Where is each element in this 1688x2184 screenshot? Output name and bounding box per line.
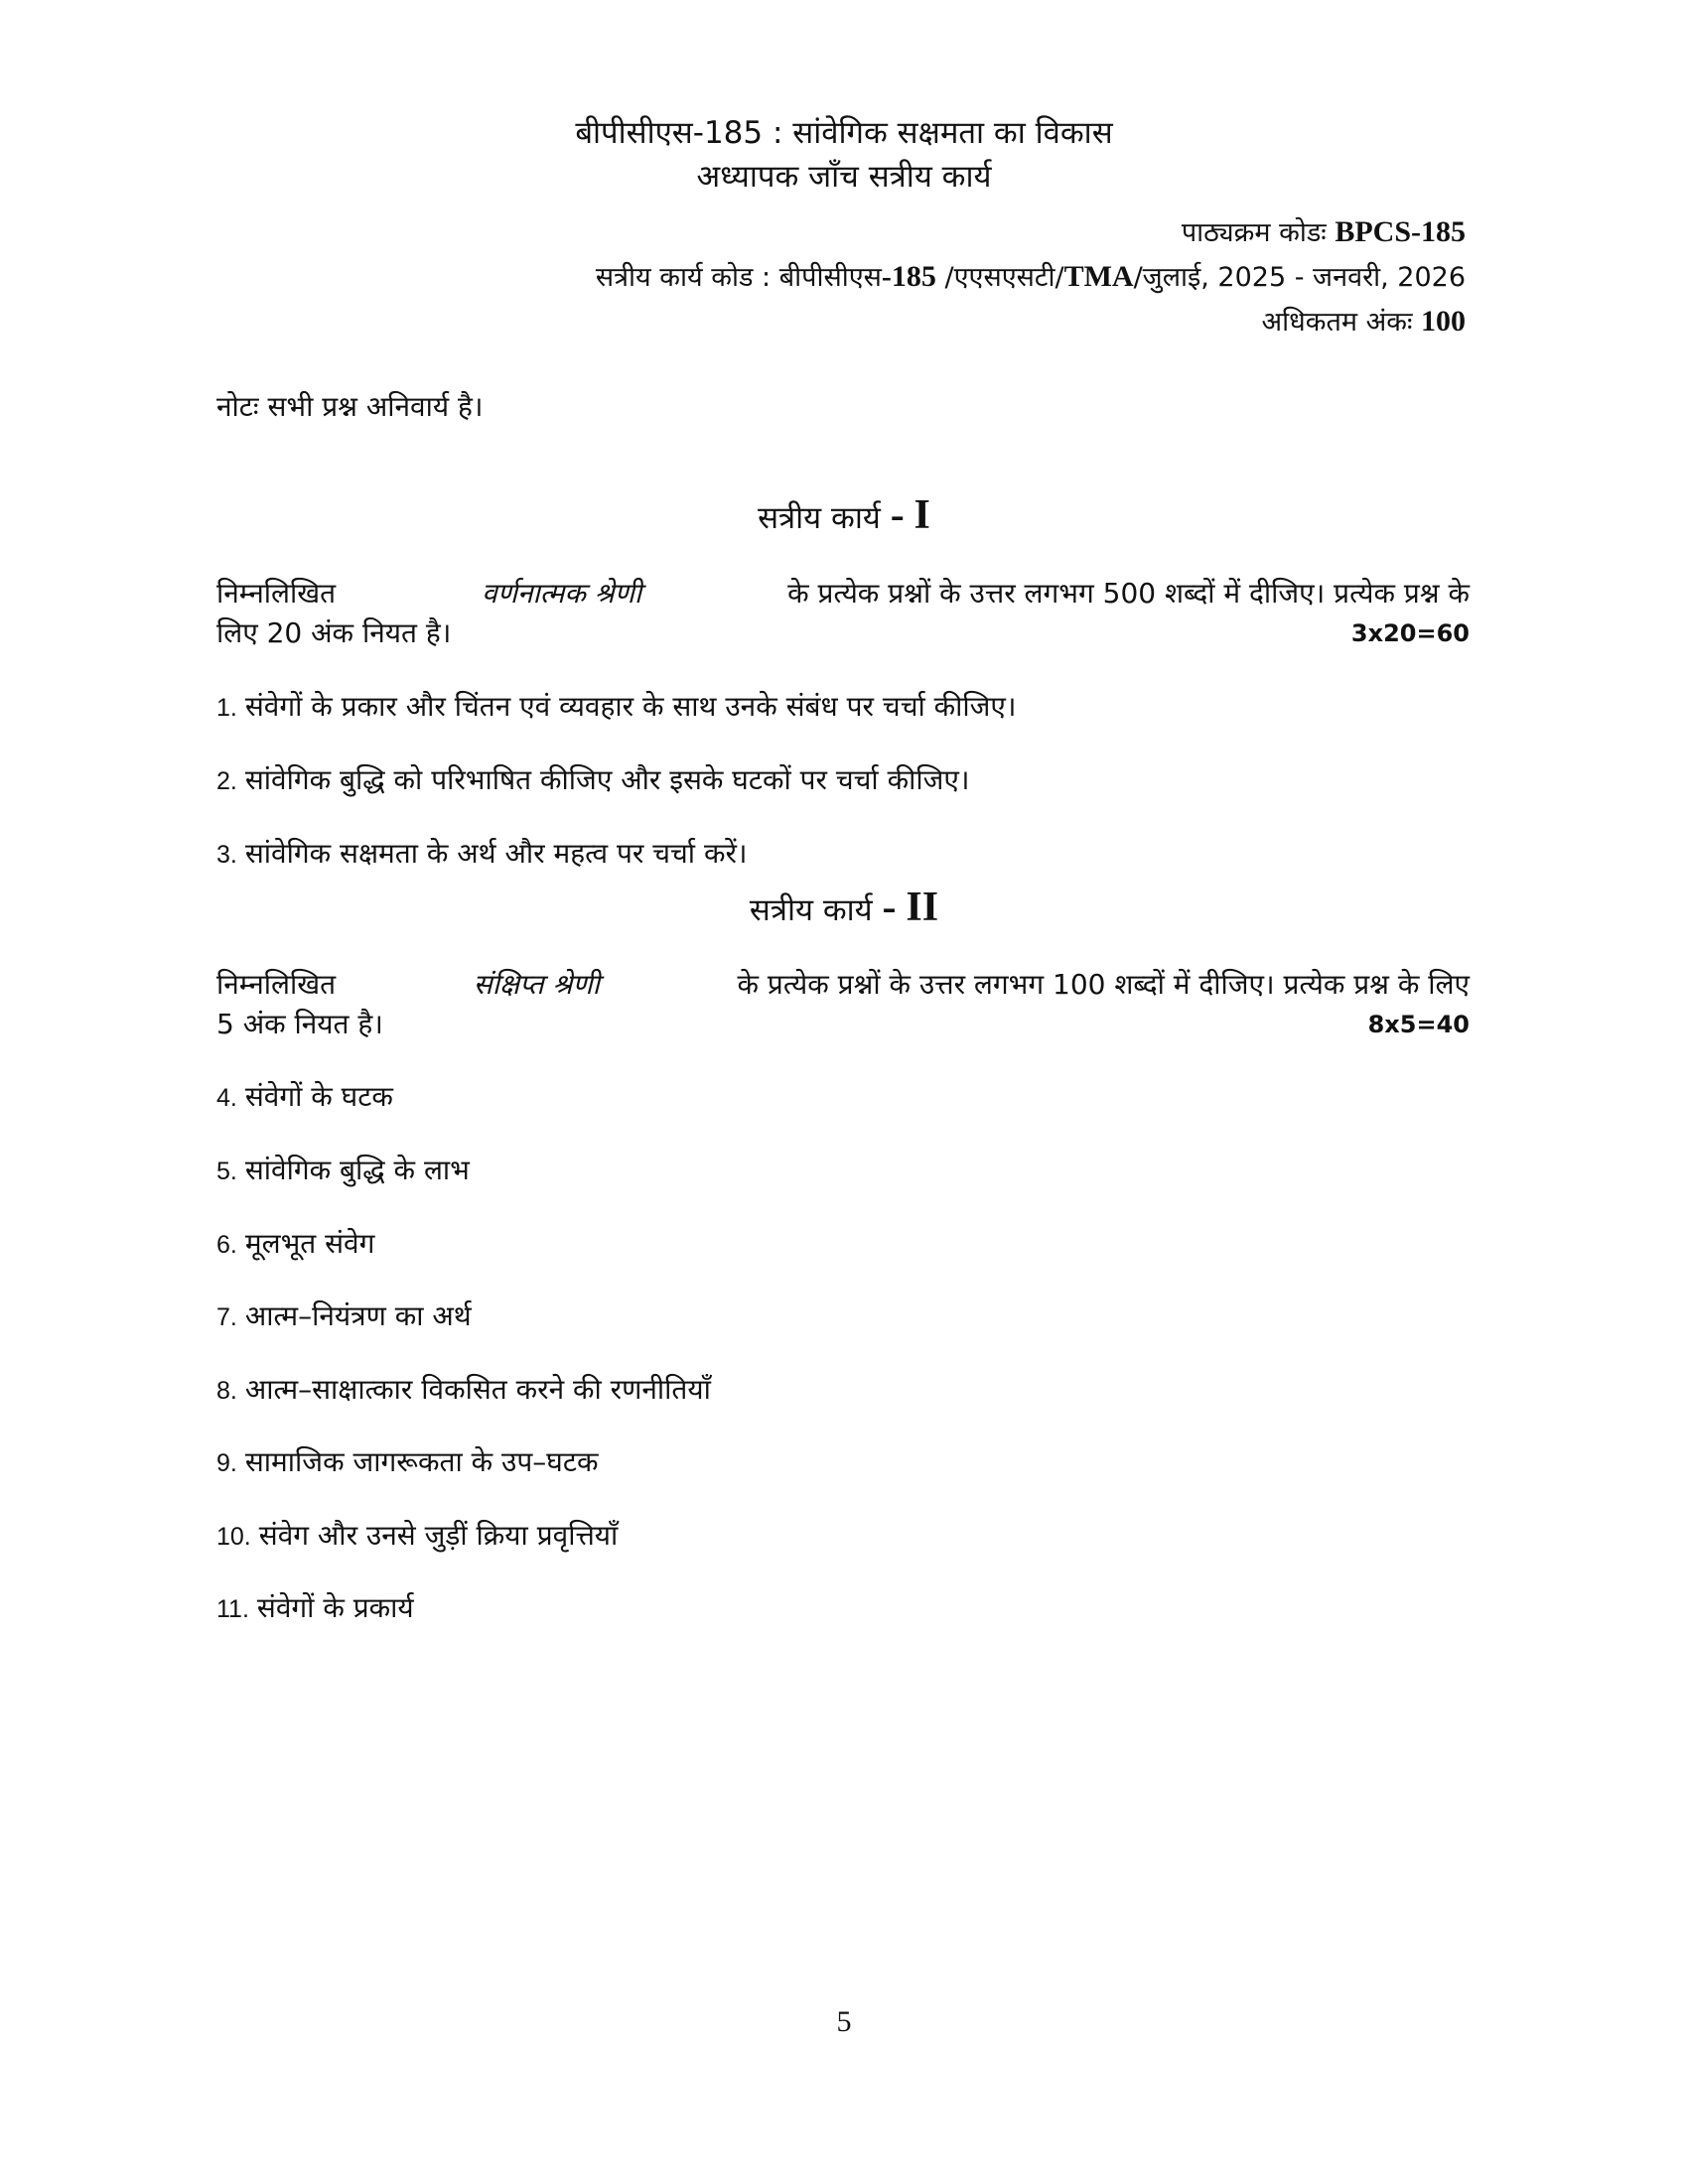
assignment-code-prefix: बीपीसीएस: [778, 262, 882, 293]
question-text: संवेगों के प्रकार्य: [256, 1591, 414, 1624]
question-1: [216, 687, 1017, 725]
question-number: 5.: [216, 1158, 237, 1185]
section-1-instr-line1: [216, 574, 1470, 614]
question-3: [216, 834, 748, 872]
question-11: [216, 1588, 414, 1626]
question-9: [216, 1442, 598, 1480]
note: नोटः सभी प्रश्न अनिवार्य है।: [216, 390, 484, 423]
section-2-instr-a: निम्नलिखित: [216, 968, 337, 1001]
question-text: सांवेगिक बुद्धि के लाभ: [244, 1154, 470, 1186]
question-text: मूलभूत संवेग: [244, 1227, 375, 1260]
section-2-instructions: [216, 965, 1470, 1044]
assignment-code-label: सत्रीय कार्य कोड :: [595, 262, 772, 293]
question-number: 9.: [216, 1449, 237, 1477]
max-marks-line: [596, 300, 1466, 344]
section-1-instr-line2: [216, 614, 1470, 653]
question-number: 1.: [216, 694, 237, 722]
question-text: संवेगों के प्रकार और चिंतन एवं व्यवहार के साथ उनके संबंध पर चर्चा कीजिए।: [244, 690, 1017, 723]
section-2-instr-line2: [216, 1005, 1470, 1044]
question-text: संवेगों के घटक: [244, 1080, 393, 1113]
section-1-dash: -: [890, 492, 905, 538]
question-number: 3.: [216, 841, 237, 869]
question-number: 6.: [216, 1231, 237, 1259]
assignment-code-tma: TMA: [1063, 260, 1134, 293]
question-number: 4.: [216, 1084, 237, 1112]
question-number: 7.: [216, 1303, 237, 1331]
question-8: [216, 1370, 711, 1408]
assignment-code-line: [596, 255, 1466, 300]
section-2-roman: II: [906, 885, 939, 930]
question-4: [216, 1077, 393, 1115]
section-2-marks: 8x5=40: [1367, 1011, 1470, 1038]
title-block: [0, 111, 1688, 199]
course-code-label: पाठ्यक्रम कोडः: [1181, 217, 1327, 248]
course-code: BPCS-185: [1335, 215, 1466, 248]
section-1-instr-b: के प्रत्येक प्रश्नों के उत्तर लगभग 500 शब्दों में दीजिए। प्रत्येक प्रश्न के: [787, 577, 1470, 610]
section-1-instr-c: लिए 20 अंक नियत है।: [216, 616, 452, 649]
section-2-instr-b: के प्रत्येक प्रश्नों के उत्तर लगभग 100 शब्दों में दीजिए। प्रत्येक प्रश्न के लिए: [737, 968, 1470, 1001]
assignment-code-num: -185: [881, 260, 936, 293]
section-1-instr-italic: वर्णनात्मक श्रेणी: [482, 577, 642, 610]
question-text: आत्म–साक्षात्कार विकसित करने की रणनीतियाँ: [244, 1373, 711, 1406]
section-1-heading: [0, 491, 1688, 539]
assignment-code-suffix: /जुलाई, 2025 - जनवरी, 2026: [1133, 262, 1466, 293]
question-5: [216, 1151, 470, 1188]
section-2-instr-line1: [216, 965, 1470, 1005]
question-7: [216, 1297, 472, 1334]
course-code-line: [596, 210, 1466, 255]
question-number: 10.: [216, 1523, 251, 1551]
document-title: बीपीसीएस-185 : सांवेगिक सक्षमता का विकास: [575, 115, 1113, 151]
meta-block: [596, 210, 1466, 344]
question-text: सांवेगिक सक्षमता के अर्थ और महत्व पर चर्चा करें।: [244, 837, 748, 870]
max-marks-label: अधिकतम अंकः: [1261, 307, 1413, 338]
question-10: [216, 1516, 618, 1554]
question-text: सांवेगिक बुद्धि को परिभाषित कीजिए और इसके घटकों पर चर्चा कीजिए।: [244, 763, 970, 796]
question-number: 8.: [216, 1377, 237, 1405]
question-2: [216, 760, 969, 798]
question-number: 2.: [216, 767, 237, 795]
question-text: आत्म–नियंत्रण का अर्थ: [244, 1299, 472, 1332]
question-6: [216, 1224, 374, 1262]
section-2-heading-text: सत्रीय कार्य: [749, 892, 873, 928]
section-1-instructions: [216, 574, 1470, 653]
assignment-code-mid: /एएसएसटी/: [944, 262, 1064, 293]
question-text: सामाजिक जागरूकता के उप–घटक: [244, 1445, 599, 1478]
section-2-instr-c: 5 अंक नियत है।: [216, 1008, 383, 1040]
section-2-heading: [0, 884, 1688, 931]
section-1-instr-a: निम्नलिखित: [216, 577, 337, 610]
section-2-dash: -: [882, 885, 897, 930]
question-text: संवेग और उनसे जुड़ीं क्रिया प्रवृत्तियाँ: [258, 1519, 619, 1552]
section-1-roman: I: [914, 492, 930, 538]
document-subtitle: अध्यापक जाँच सत्रीय कार्य: [696, 159, 992, 195]
section-2-instr-italic: संक्षिप्त श्रेणी: [473, 968, 600, 1001]
question-number: 11.: [216, 1595, 249, 1623]
section-1-heading-text: सत्रीय कार्य: [758, 500, 881, 536]
max-marks: 100: [1421, 305, 1466, 338]
page-number: 5: [836, 2005, 852, 2038]
section-1-marks: 3x20=60: [1350, 619, 1470, 647]
